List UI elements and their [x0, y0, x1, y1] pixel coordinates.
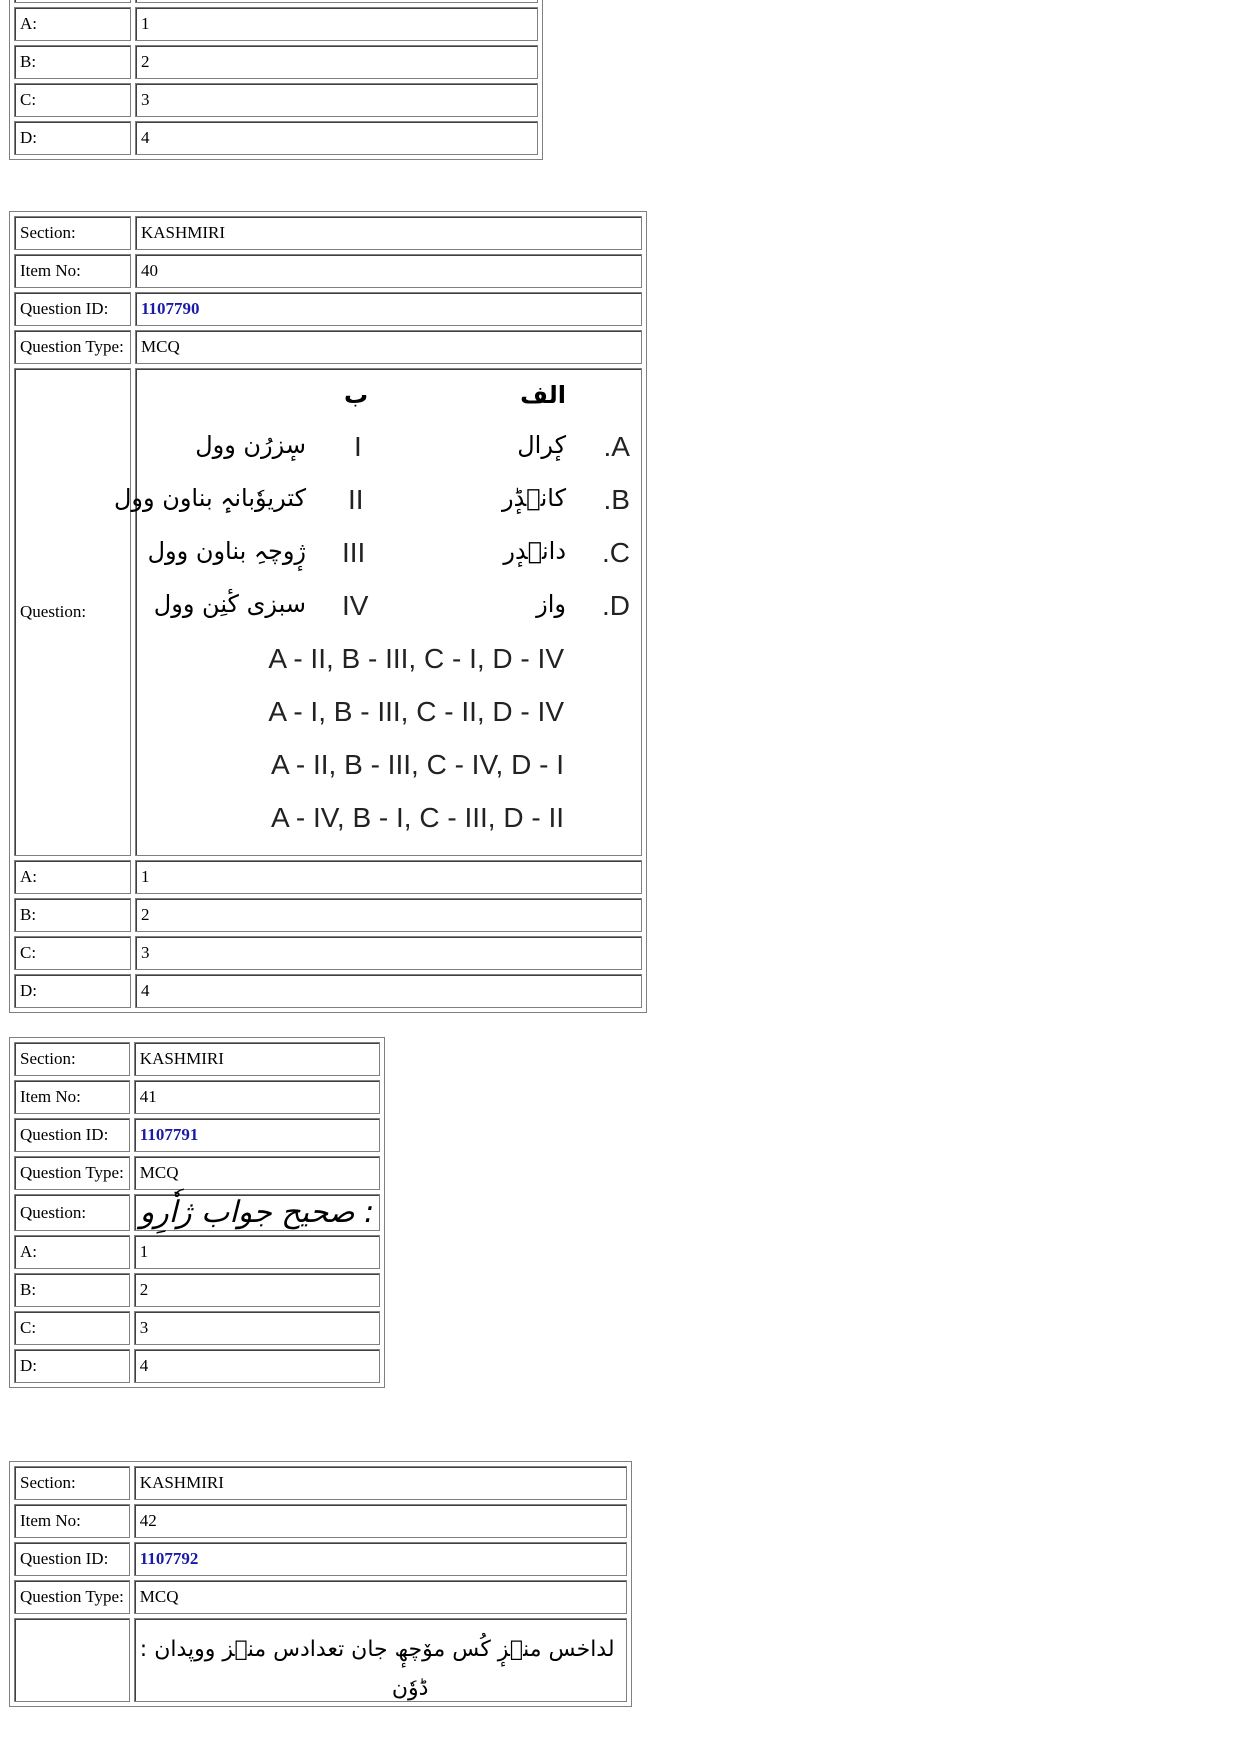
row-right: سبزی کٔنِن وول [153, 590, 306, 618]
section-value: KASHMIRI [134, 1042, 380, 1076]
row-letter: .A [603, 431, 630, 462]
question-id-label: Question ID: [14, 1542, 130, 1576]
question-content [134, 1618, 627, 1702]
row-left: واز [536, 590, 566, 618]
question-type-label: Question Type: [14, 1580, 130, 1614]
question-label: Question: [14, 368, 131, 856]
option-b-label: B: [14, 45, 131, 79]
option-d-value: 4 [135, 974, 642, 1008]
question-table-prev [9, 0, 543, 160]
row-letter: .D [602, 590, 630, 621]
choice-1: A - II, B - III, C - I, D - IV [268, 643, 564, 674]
row-left: کانٛڈٕر [501, 484, 566, 512]
match-the-following [113, 369, 636, 855]
row-letter: .C [602, 537, 630, 568]
question-text: صحیح جواب ژاٗرِو : [139, 1195, 375, 1230]
row-right: کتریوٗبانہٕ بناون وول [113, 484, 306, 512]
question-type-value: MCQ [134, 1156, 380, 1190]
item-no-value: 41 [134, 1080, 380, 1114]
question-id-label: Question ID: [14, 1118, 130, 1152]
question-table-40 [9, 211, 647, 1013]
option-d-value: 4 [134, 1349, 380, 1383]
item-no-label: Item No: [14, 1504, 130, 1538]
item-no-value: 40 [135, 254, 642, 288]
option-d-label: D: [14, 1349, 130, 1383]
row-right: ژٕوچہِ بناون وول [147, 537, 306, 565]
option-b-value: 2 [135, 45, 538, 79]
option-a-value: 1 [135, 860, 642, 894]
choice-4: A - IV, B - I, C - III, D - II [270, 802, 564, 833]
choice-2: A - I, B - III, C - II, D - IV [268, 696, 564, 727]
option-a-value: 1 [134, 1235, 380, 1269]
prev-cut-option-text [172, 0, 465, 1]
section-label: Section: [14, 216, 131, 250]
question-label: Question: [14, 1194, 130, 1231]
option-a-value: 1 [135, 7, 538, 41]
column-a-heading: الف [520, 381, 566, 409]
question-type-label: Question Type: [14, 330, 131, 364]
row-roman: I [354, 431, 362, 462]
question-text-line-2: ڈوٗن [391, 1676, 429, 1701]
row-roman: IV [342, 590, 369, 621]
option-c-value: 3 [135, 936, 642, 970]
choice-3: A - II, B - III, C - IV, D - I [270, 749, 564, 780]
item-no-label: Item No: [14, 1080, 130, 1114]
option-a-label: A: [14, 860, 131, 894]
option-c-value: 3 [135, 83, 538, 117]
question-table-41 [9, 1037, 385, 1388]
question-id-label: Question ID: [14, 292, 131, 326]
question-id-value: 1107791 [134, 1118, 380, 1152]
column-b-heading: ب [344, 381, 369, 409]
option-b-value: 2 [135, 898, 642, 932]
option-b-label: B: [14, 1273, 130, 1307]
row-left: دانٛدٕر [503, 537, 566, 565]
question-content [113, 368, 642, 856]
option-c-label: C: [14, 1311, 130, 1345]
question-id-value: 1107792 [134, 1542, 627, 1576]
section-value: KASHMIRI [135, 216, 642, 250]
section-label: Section: [14, 1466, 130, 1500]
option-a-label: A: [14, 1235, 130, 1269]
question-type-value: MCQ [135, 330, 642, 364]
option-c-label: C: [14, 936, 131, 970]
section-label: Section: [14, 1042, 130, 1076]
row-letter: .B [603, 484, 630, 515]
question-text-line-1: لداخس منٛزٕ کُس موٚچھٕ جان تعدادس منٛز ووپدان : [139, 1637, 615, 1662]
option-c-value: 3 [134, 1311, 380, 1345]
option-b-label: B: [14, 898, 131, 932]
row-left: کٕرال [517, 431, 566, 459]
option-d-label: D: [14, 974, 131, 1008]
question-content [134, 1194, 380, 1231]
question-table-42 [9, 1461, 632, 1707]
question-id-value: 1107790 [135, 292, 642, 326]
option-b-value: 2 [134, 1273, 380, 1307]
question-label [14, 1618, 130, 1702]
item-no-label: Item No: [14, 254, 131, 288]
question-type-value: MCQ [134, 1580, 627, 1614]
item-no-value: 42 [134, 1504, 627, 1538]
option-c-label: C: [14, 83, 131, 117]
row-right: سٕزرُن وول [195, 431, 306, 459]
option-d-label: D: [14, 121, 131, 155]
question-type-label: Question Type: [14, 1156, 130, 1190]
option-a-label: A: [14, 7, 131, 41]
prev-question-label-cell [14, 0, 131, 3]
prev-cut-option [135, 0, 538, 3]
row-roman: III [342, 537, 366, 568]
section-value: KASHMIRI [134, 1466, 627, 1500]
option-d-value: 4 [135, 121, 538, 155]
row-roman: II [348, 484, 364, 515]
